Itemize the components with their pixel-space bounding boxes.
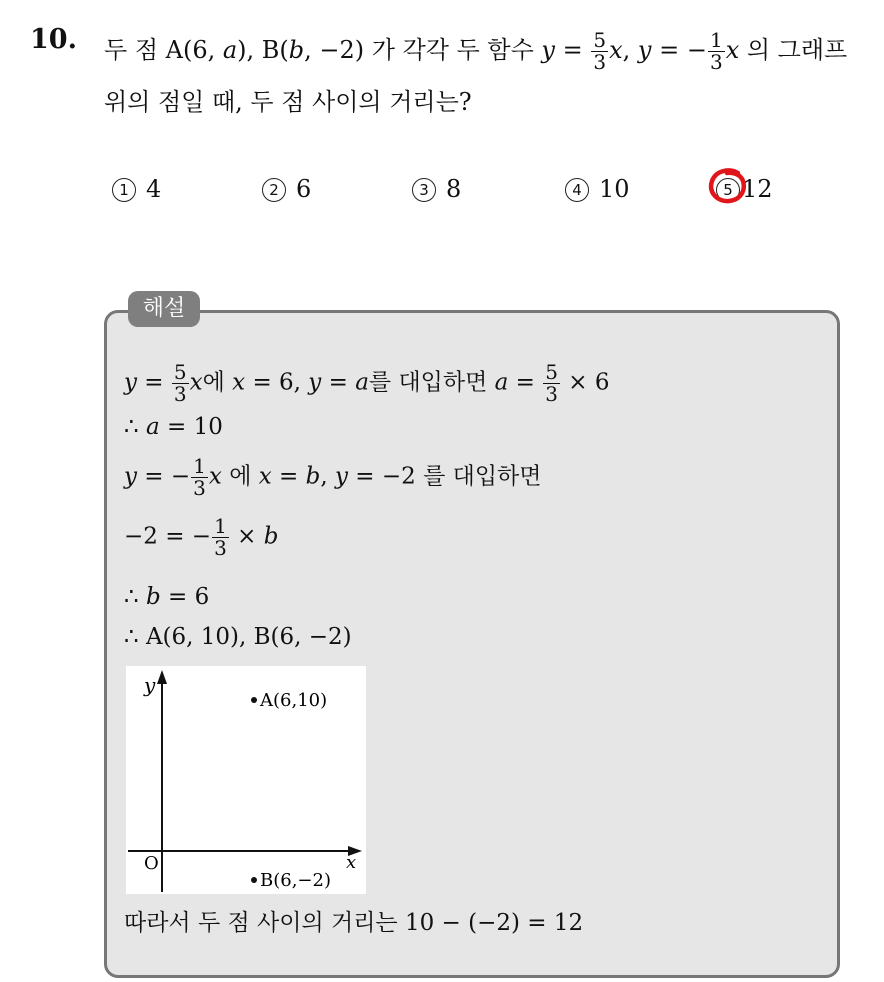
choice-number-icon: 1 bbox=[112, 178, 136, 202]
y-axis-arrow-icon bbox=[157, 670, 167, 684]
solution-line-2: ∴ a = 10 bbox=[124, 414, 223, 440]
coordinate-graph bbox=[126, 666, 366, 894]
point-a-label: A(6,10) bbox=[260, 690, 328, 711]
solution-line-1: y = $\frac{5}{3}$ x에 x = 6, y = a를 대입하면 a = $\frac{5}{3}$ × 6 bbox=[124, 360, 610, 406]
solution-tag: 해설 bbox=[128, 291, 200, 327]
origin-label: O bbox=[144, 853, 159, 874]
choice-number-icon: 4 bbox=[565, 178, 589, 202]
choice-number-icon: 5 bbox=[716, 178, 740, 202]
fraction-one-third: $\frac{1}{3}$ bbox=[709, 28, 723, 74]
choice-number-icon: 2 bbox=[262, 178, 286, 202]
answer-circle-mark-icon bbox=[708, 167, 748, 205]
fraction-five-thirds: $\frac{5}{3}$ bbox=[545, 360, 558, 406]
point-b-label: B(6,−2) bbox=[260, 870, 331, 891]
y-axis-label: y bbox=[144, 673, 156, 697]
question-number: 10. bbox=[30, 24, 77, 55]
choice-3[interactable]: 3 8 bbox=[412, 175, 461, 203]
fraction-five-thirds: $\frac{5}{3}$ bbox=[173, 360, 187, 406]
choice-5[interactable]: 5 12 bbox=[716, 175, 773, 203]
solution-line-3: y = − $\frac{1}{3}$ x 에 x = b, y = −2 를 대입하면 bbox=[124, 454, 542, 500]
x-axis-label: x bbox=[346, 852, 357, 873]
point-a bbox=[251, 697, 257, 703]
choice-1[interactable]: 1 4 bbox=[112, 175, 161, 203]
fraction-one-third: $\frac{1}{3}$ bbox=[214, 514, 227, 560]
point-b bbox=[251, 877, 257, 883]
solution-line-5: ∴ b = 6 bbox=[124, 584, 210, 610]
choice-number-icon: 3 bbox=[412, 178, 436, 202]
fraction-one-third: $\frac{1}{3}$ bbox=[193, 454, 206, 500]
solution-line-4: −2 = − $\frac{1}{3}$ × b bbox=[124, 514, 279, 560]
choice-2[interactable]: 2 6 bbox=[262, 175, 311, 203]
fraction-five-thirds: $\frac{5}{3}$ bbox=[593, 28, 607, 74]
choice-4[interactable]: 4 10 bbox=[565, 175, 630, 203]
solution-line-6: ∴ A(6, 10), B(6, −2) bbox=[124, 624, 352, 650]
solution-conclusion: 따라서 두 점 사이의 거리는 10 − (−2) = 12 bbox=[124, 910, 584, 936]
question-line-2: 위의 점일 때, 두 점 사이의 거리는? bbox=[104, 88, 472, 116]
question-line-1: 두 점 A(6, a), B(b, −2) 가 각각 두 함수 y = $\frac{5}{3}$ x, y = − $\frac{1}{3}$ x 의 그래프 bbox=[104, 28, 848, 74]
